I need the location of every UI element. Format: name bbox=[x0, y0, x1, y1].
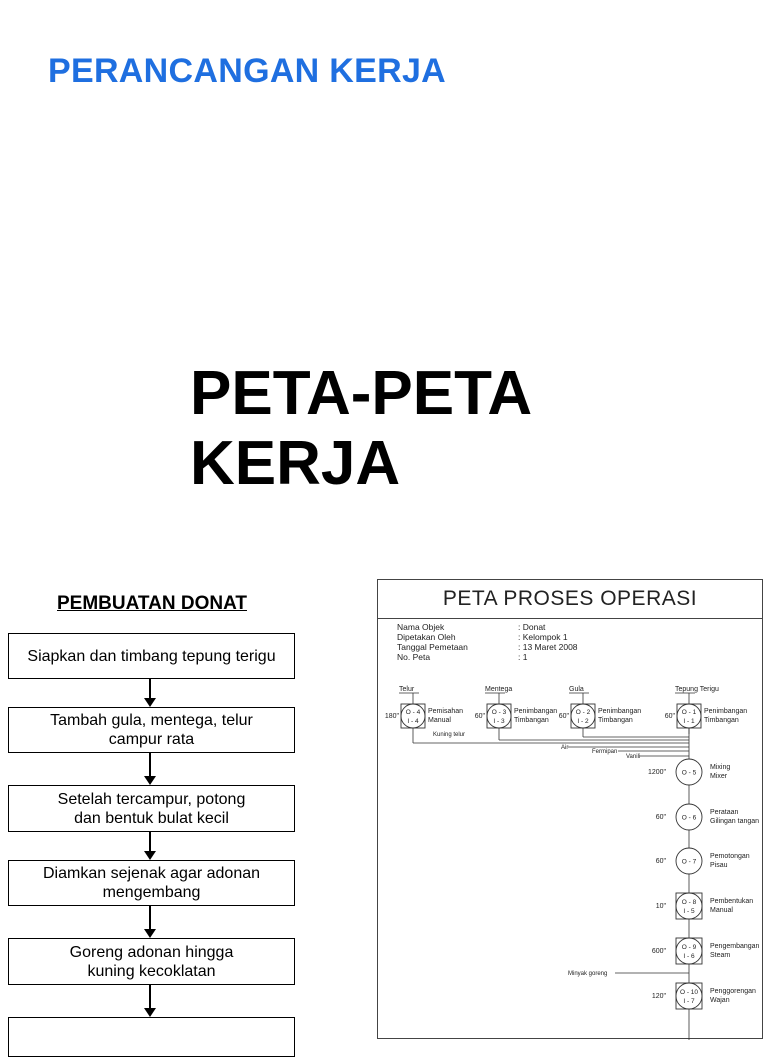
operation-code: O - 3 bbox=[491, 709, 507, 716]
flow-step-text: mengembang bbox=[102, 884, 201, 901]
operation-circle bbox=[676, 893, 702, 919]
inspection-code: I - 4 bbox=[407, 718, 419, 725]
chart-title: PETA PROSES OPERASI bbox=[442, 587, 698, 610]
step-time: 1200" bbox=[647, 769, 666, 776]
input-label: Fermipan bbox=[592, 749, 618, 755]
step-desc: Wajan bbox=[710, 997, 730, 1004]
step-time: 600" bbox=[651, 948, 666, 955]
operation-circle bbox=[676, 983, 702, 1009]
flow-step-2 bbox=[8, 707, 295, 753]
flow-step-4 bbox=[8, 860, 295, 906]
step-time: 120" bbox=[651, 993, 666, 1000]
branch-material-label: Mentega bbox=[485, 686, 513, 693]
inspection-code: I - 5 bbox=[683, 908, 695, 915]
inspection-code: I - 2 bbox=[577, 718, 589, 725]
flow-step-text: dan bentuk bulat kecil bbox=[74, 809, 229, 827]
operation-code: O - 5 bbox=[681, 769, 697, 777]
flow-heading: PEMBUATAN DONAT bbox=[57, 593, 247, 614]
slide-subtitle-line-2: KERJA bbox=[190, 429, 401, 498]
flow-step-text: Setelah tercampur, potong bbox=[57, 790, 246, 808]
step-desc: Gilingan tangan bbox=[710, 818, 760, 825]
input-label: Kuning telur bbox=[433, 732, 466, 738]
inspection-code: I - 1 bbox=[683, 718, 695, 725]
flow-step-text: Diamkan sejenak agar adonan bbox=[42, 865, 261, 882]
step-time: 60" bbox=[655, 858, 666, 865]
step-desc: Pengembangan bbox=[710, 943, 760, 950]
branch-time: 180" bbox=[384, 713, 399, 720]
page-title: PERANCANGAN KERJA bbox=[48, 52, 447, 90]
flow-step-text: kuning kecoklatan bbox=[87, 962, 216, 980]
operation-code: O - 8 bbox=[681, 899, 697, 906]
step-desc: Mixing bbox=[710, 764, 731, 771]
meta-label: Dipetakan Oleh bbox=[397, 632, 456, 642]
operation-code: O - 7 bbox=[681, 858, 697, 866]
meta-value: : Kelompok 1 bbox=[518, 632, 568, 642]
operation-circle bbox=[676, 938, 702, 964]
flow-step-6-partial bbox=[8, 1017, 295, 1057]
step-desc: Pemotongan bbox=[710, 853, 750, 860]
branch-material-label: Gula bbox=[569, 686, 584, 693]
branch-desc: Timbangan bbox=[514, 717, 549, 724]
inspection-code: I - 6 bbox=[683, 953, 695, 960]
flow-step-text: Goreng adonan hingga bbox=[69, 943, 234, 961]
branch-desc: Timbangan bbox=[704, 717, 739, 724]
process-diagram bbox=[378, 580, 764, 1040]
meta-label: Nama Objek bbox=[397, 622, 445, 632]
operation-code: O - 6 bbox=[681, 814, 697, 822]
step-desc: Mixer bbox=[710, 773, 728, 780]
operation-code: O - 4 bbox=[405, 709, 421, 716]
step-desc: Penggorengan bbox=[710, 988, 756, 995]
branch-desc: Timbangan bbox=[598, 717, 633, 724]
meta-label: Tanggal Pemetaan bbox=[397, 642, 468, 652]
operation-code: O - 10 bbox=[679, 989, 699, 996]
step-desc: Pisau bbox=[710, 862, 728, 869]
flow-step-5 bbox=[8, 938, 295, 985]
meta-value: : 1 bbox=[518, 652, 528, 662]
branch-desc: Pemisahan bbox=[428, 708, 464, 715]
branch-time: 60" bbox=[664, 713, 675, 720]
step-desc: Perataan bbox=[710, 809, 739, 816]
step-time: 60" bbox=[655, 814, 666, 821]
branch-desc: Penimbangan bbox=[514, 708, 558, 715]
branch-desc: Penimbangan bbox=[704, 708, 748, 715]
branch-material-label: Telur bbox=[399, 686, 415, 693]
meta-value: : Donat bbox=[518, 622, 546, 632]
input-label: Vanili bbox=[626, 754, 641, 760]
meta-label: No. Peta bbox=[397, 652, 431, 662]
branch-time: 60" bbox=[474, 713, 485, 720]
operation-code: O - 2 bbox=[575, 709, 591, 716]
branch-desc: Penimbangan bbox=[598, 708, 642, 715]
step-desc: Steam bbox=[710, 952, 731, 959]
flow-step-1 bbox=[8, 633, 295, 679]
operation-code: O - 9 bbox=[681, 944, 697, 951]
input-label: Minyak goreng bbox=[568, 971, 608, 977]
branch-desc: Manual bbox=[428, 717, 451, 724]
slide-subtitle-line-1: PETA-PETA bbox=[190, 359, 533, 428]
step-desc: Manual bbox=[710, 907, 733, 914]
input-label: Air bbox=[561, 745, 569, 751]
branch-time: 60" bbox=[558, 713, 569, 720]
operation-code: O - 1 bbox=[681, 709, 697, 716]
inspection-code: I - 3 bbox=[493, 718, 505, 725]
step-time: 10" bbox=[655, 903, 666, 910]
flow-step-text: Siapkan dan timbang tepung terigu bbox=[27, 647, 276, 665]
step-desc: Pembentukan bbox=[710, 898, 754, 905]
flow-step-3 bbox=[8, 785, 295, 832]
operation-process-chart bbox=[377, 579, 763, 1039]
flow-step-text: Tambah gula, mentega, telur bbox=[50, 712, 253, 729]
meta-value: : 13 Maret 2008 bbox=[518, 642, 578, 652]
flow-step-text: campur rata bbox=[108, 731, 195, 748]
branch-material-label: Tepung Terigu bbox=[675, 686, 719, 693]
inspection-code: I - 7 bbox=[683, 998, 695, 1005]
